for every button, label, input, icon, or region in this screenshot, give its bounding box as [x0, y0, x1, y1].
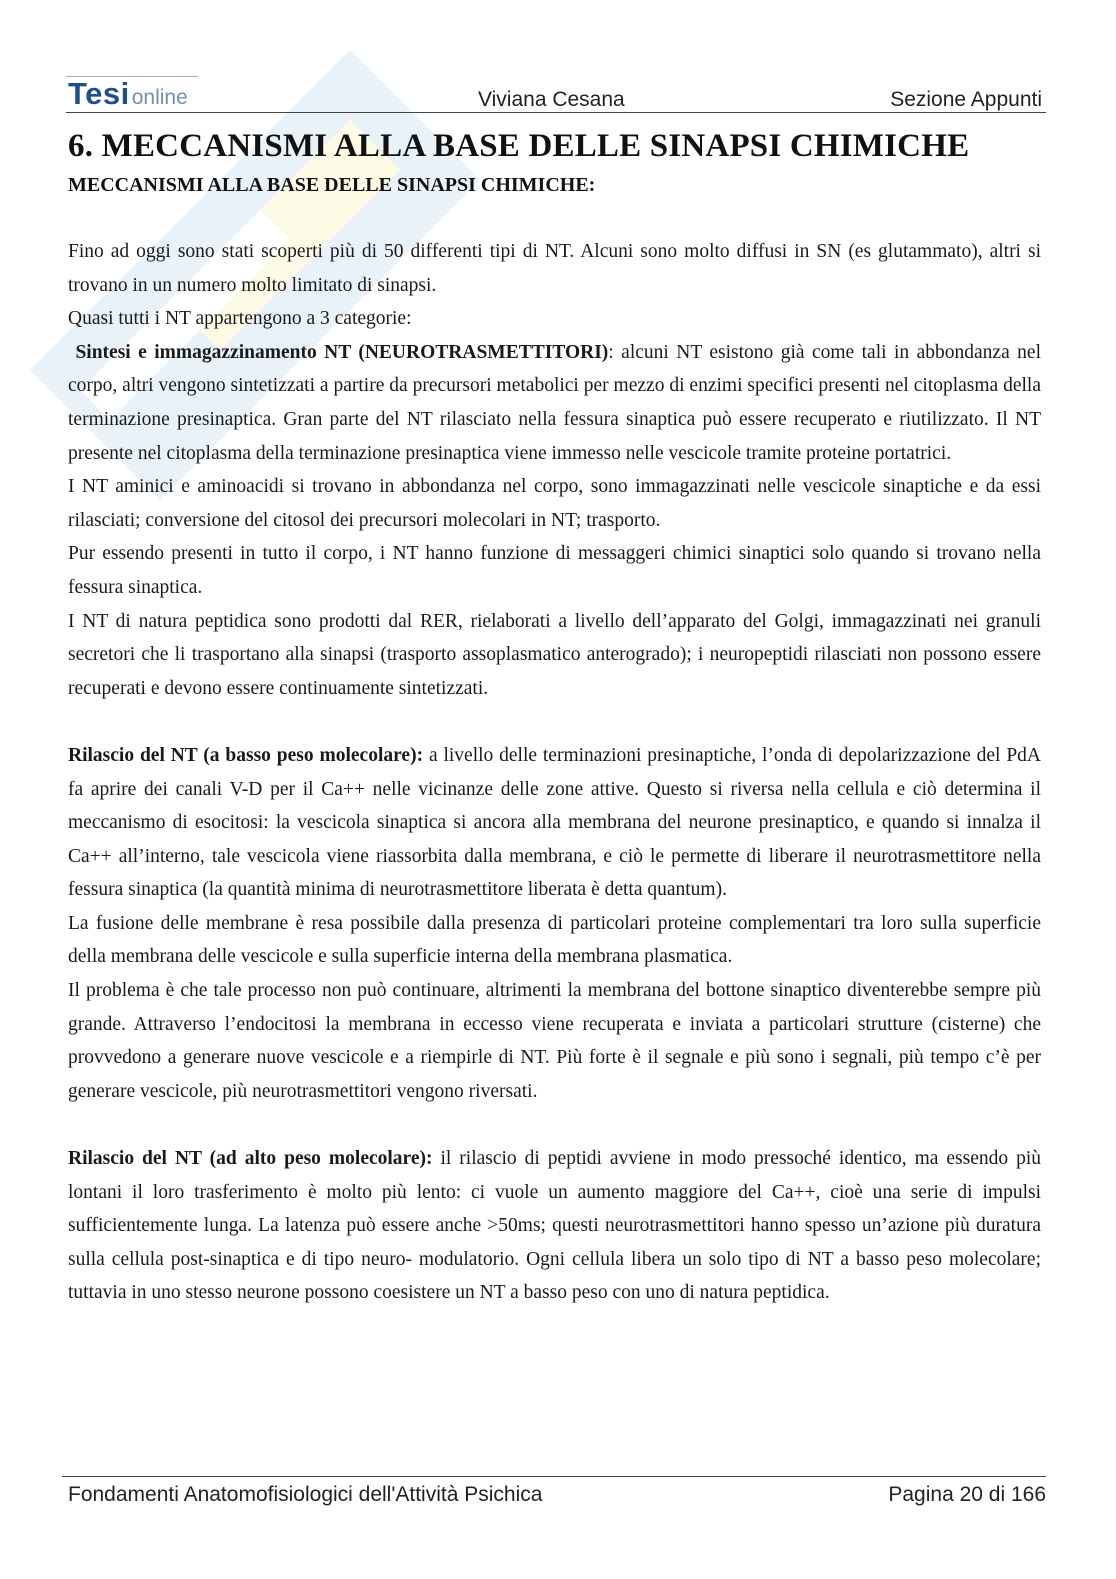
logo-main-text: Tesi: [68, 76, 130, 111]
logo-sub-text: online: [131, 86, 188, 109]
paragraph: Quasi tutti i NT appartengono a 3 categorie:: [68, 308, 412, 330]
author-name: Viviana Cesana: [478, 88, 625, 111]
document-body: [68, 235, 1041, 1310]
paragraph: I NT di natura peptidica sono prodotti dal RER, rielaborati a livello dell’apparato del Golgi, immagazzinati nei granuli secretori che li trasportano alla sinapsi (trasporto assoplasmatico anterogrado); i neuropeptidi rilasciati non possono essere recuperati e devono essere continuamente sintetizzati.: [68, 610, 1041, 699]
paragraph: Fino ad oggi sono stati scoperti più di 50 differenti tipi di NT. Alcuni sono molto diffusi in SN (es glutammato), altri si trovano in un numero molto limitato di sinapsi.: [68, 241, 1041, 296]
paragraph: Il problema è che tale processo non può continuare, altrimenti la membrana del bottone sinaptico diventerebbe sempre più grande. Attraverso l’endocitosi la membrana in eccesso viene recuperata e inviata a particolari strutture (cisterne) che provvedono a generare nuove vescicole e a riempirle di NT. Più forte è il segnale e più sono i segnali, più tempo c’è per generare vescicole, più neurotrasmettitori vengono riversati.: [68, 980, 1041, 1102]
paragraph-text: il rilascio di peptidi avviene in modo pressoché identico, ma essendo più lontani il loro trasferimento è molto più lento: ci vuole un aumento maggiore del Ca++, cioè una serie di impulsi sufficientemente lunga. La latenza può essere anche >50ms; questi neurotrasmettitori hanno spesso un’azione più duratura sulla cellula post-sinaptica e di tipo neuro- modulatorio. Ogni cellula libera un solo tipo di NT a basso peso molecolare; tuttavia in uno stesso neurone possono coesistere un NT a basso peso con uno di natura peptidica.: [68, 1148, 1042, 1304]
paragraph: La fusione delle membrane è resa possibile dalla presenza di particolari proteine complementari tra loro sulla superficie della membrana delle vescicole e sulla superficie interna della membrana plasmatica.: [68, 912, 1041, 968]
chapter-title: 6. MECCANISMI ALLA BASE DELLE SINAPSI CHIMICHE: [68, 128, 970, 164]
paragraph: I NT aminici e aminoacidi si trovano in abbondanza nel corpo, sono immagazzinati nelle vescicole sinaptiche e da essi rilasciati; conversione del citosol dei precursori molecolari in NT; trasporto.: [68, 476, 1041, 531]
page-number: Pagina 20 di 166: [888, 1483, 1046, 1506]
course-title: Fondamenti Anatomofisiologici dell'Attività Psichica: [68, 1483, 543, 1506]
paragraph-text: : alcuni NT esistono già come tali in abbondanza nel corpo, altri vengono sintetizzati a partire da precursori metabolici per mezzo di enzimi specifici presenti nel citoplasma della terminazione presinaptica. Gran parte del NT rilasciato nella fessura sinaptica può essere recuperato e riutilizzato. Il NT presente nel citoplasma della terminazione presinaptica viene immesso nelle vescicole tramite proteine portatrici.: [68, 341, 1041, 464]
paragraph-heading: Sintesi e immagazzinamento NT (NEUROTRASMETTITORI): [75, 341, 609, 363]
page-footer: [62, 1476, 1046, 1506]
section-label: Sezione Appunti: [890, 88, 1042, 111]
paragraph: [68, 739, 1041, 907]
paragraph-heading: Rilascio del NT (ad alto peso molecolare):: [68, 1148, 433, 1170]
paragraph: Pur essendo presenti in tutto il corpo, i NT hanno funzione di messaggeri chimici sinaptici solo quando si trovano nella fessura sinaptica.: [68, 543, 1041, 598]
page-header: [66, 68, 1046, 113]
paragraph: [68, 1142, 1041, 1310]
section-subtitle: MECCANISMI ALLA BASE DELLE SINAPSI CHIMICHE:: [68, 174, 596, 196]
paragraph-heading: Rilascio del NT (a basso peso molecolare):: [68, 744, 424, 766]
paragraph: [68, 336, 1041, 470]
paragraph-text: a livello delle terminazioni presinaptiche, l’onda di depolarizzazione del PdA fa aprire dei canali V-D per il Ca++ nelle vicinanze delle zone attive. Questo si riversa nella cellula e ciò determina il meccanismo di esocitosi: la vescicola sinaptica si ancora alla membrana del neurone presinaptico, e quando si innalza il Ca++ all’interno, tale vescicola viene riassorbita dalla membrana, e ciò le permette di liberare il neurotrasmettitore nella fessura sinaptica (la quantità minima di neurotrasmettitore liberata è detta quantum).: [68, 744, 1041, 901]
tesionline-logo: [68, 76, 188, 112]
